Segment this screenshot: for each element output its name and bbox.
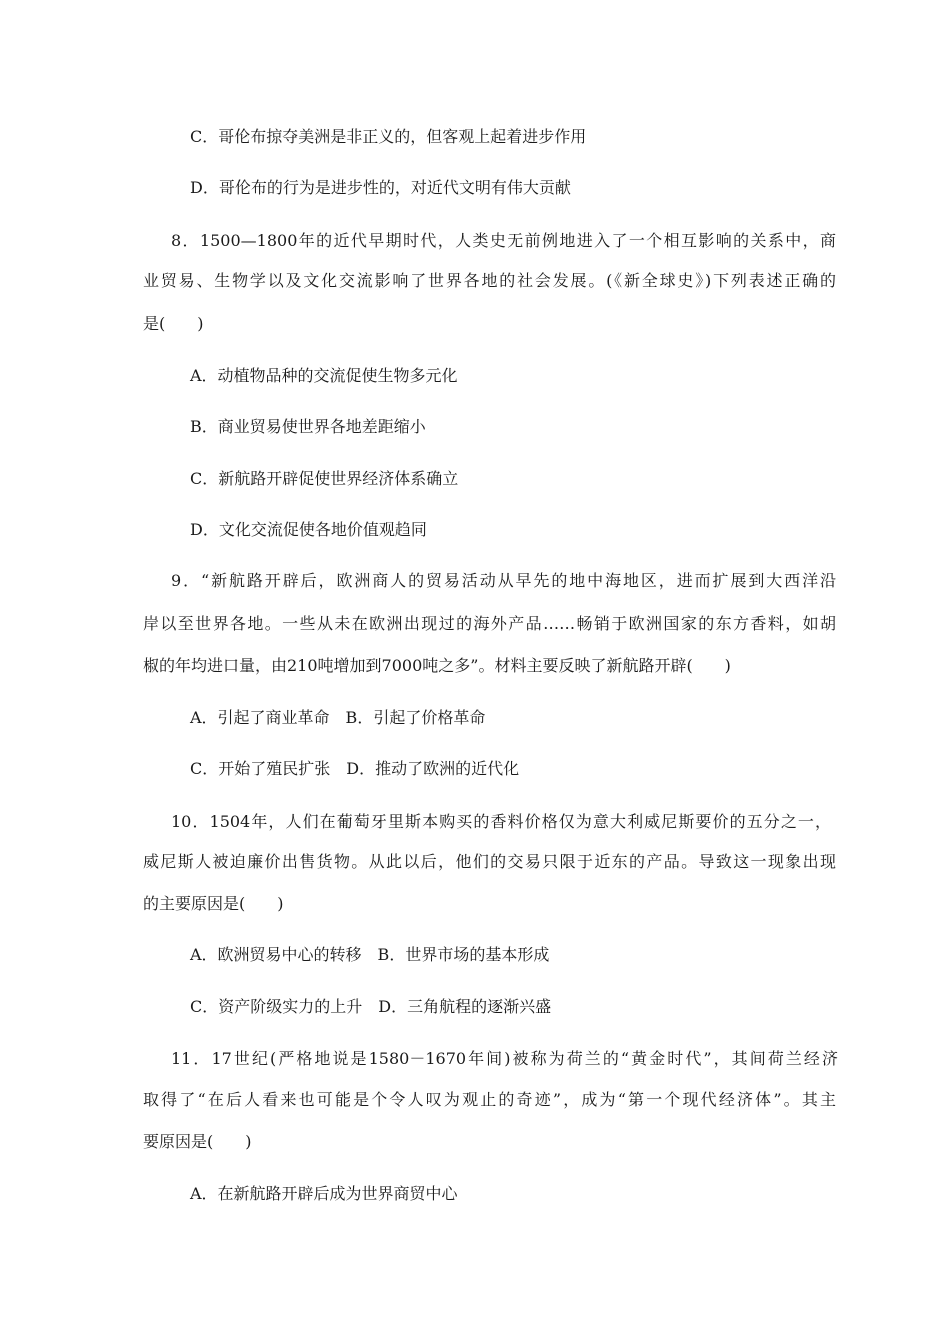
q8-option-d: D．文化交流促使各地价值观趋同 (190, 520, 427, 539)
q9-stem-line-2: 岸以至世界各地。一些从未在欧洲出现过的海外产品……畅销于欧洲国家的东方香料，如胡 (143, 614, 836, 633)
q8-stem-line-2: 业贸易、生物学以及文化交流影响了世界各地的社会发展。(《新全球史》)下列表述正确的 (143, 271, 836, 290)
q11-option-a: A．在新航路开辟后成为世界商贸中心 (190, 1184, 458, 1203)
q8-stem-line-1: 8．1500—1800年的近代早期时代，人类史无前例地进入了一个相互影响的关系中，商 (171, 231, 836, 250)
q9-option-ab: A．引起了商业革命 B．引起了价格革命 (190, 708, 486, 727)
q9-stem-line-3: 椒的年均进口量，由210吨增加到7000吨之多”。材料主要反映了新航路开辟( ) (143, 656, 731, 675)
q8-option-c: C．新航路开辟促使世界经济体系确立 (190, 469, 459, 488)
q8-option-b: B．商业贸易使世界各地差距缩小 (190, 417, 426, 436)
q7-option-c: C．哥伦布掠夺美洲是非正义的，但客观上起着进步作用 (190, 127, 587, 146)
q9-option-cd: C．开始了殖民扩张 D．推动了欧洲的近代化 (190, 759, 520, 778)
q9-stem-line-1: 9．“新航路开辟后，欧洲商人的贸易活动从早先的地中海地区，进而扩展到大西洋沿 (171, 571, 836, 590)
q11-stem-line-2: 取得了“在后人看来也可能是个令人叹为观止的奇迹”，成为“第一个现代经济体”。其主 (143, 1090, 836, 1109)
q10-option-ab: A．欧洲贸易中心的转移 B．世界市场的基本形成 (190, 945, 550, 964)
q10-stem-line-1: 10．1504年，人们在葡萄牙里斯本购买的香料价格仅为意大利威尼斯要价的五分之一， (171, 812, 831, 831)
q10-stem-line-2: 威尼斯人被迫廉价出售货物。从此以后，他们的交易只限于近东的产品。导致这一现象出现 (143, 852, 836, 871)
q10-stem-line-3: 的主要原因是( ) (143, 894, 284, 913)
q8-option-a: A．动植物品种的交流促使生物多元化 (190, 366, 458, 385)
q8-stem-line-3: 是( ) (143, 314, 204, 333)
q11-stem-line-3: 要原因是( ) (143, 1132, 252, 1151)
q7-option-d: D．哥伦布的行为是进步性的，对近代文明有伟大贡献 (190, 178, 571, 197)
q11-stem-line-1: 11．17世纪(严格地说是1580－1670年间)被称为荷兰的“黄金时代”，其间荷兰经济 (171, 1049, 838, 1068)
q10-option-cd: C．资产阶级实力的上升 D．三角航程的逐渐兴盛 (190, 997, 552, 1016)
